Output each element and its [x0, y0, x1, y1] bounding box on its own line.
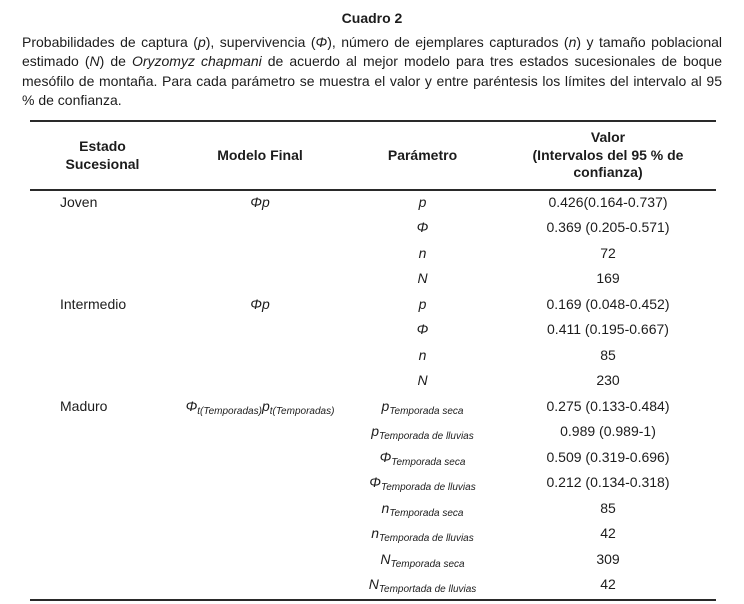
estado-cell: Intermedio [60, 295, 127, 312]
estado-cell [30, 318, 175, 344]
param-symbol: p [381, 397, 390, 414]
modelo-cell [175, 395, 345, 421]
estado-cell [30, 573, 175, 600]
caption-symbol-p: p [197, 34, 206, 50]
param-symbol: p [371, 423, 380, 440]
table-row [30, 471, 716, 497]
caption-segment: ) y tamaño poblacional estimado ( [22, 34, 723, 70]
param-symbol: Φ [379, 448, 392, 465]
modelo-cell [175, 471, 345, 497]
parametro-cell [345, 242, 500, 268]
parametro-cell [345, 548, 500, 574]
parametro-cell [345, 522, 500, 548]
param-symbol: Φ [416, 321, 429, 338]
caption-symbol-n: n [568, 34, 577, 50]
valor-cell: 169 [596, 270, 620, 287]
param-symbol: N [368, 576, 379, 593]
parametro-cell [345, 471, 500, 497]
estado-cell [30, 471, 175, 497]
estado-cell [30, 420, 175, 446]
modelo-symbol: p [261, 397, 270, 414]
parametro-cell [345, 369, 500, 395]
valor-cell: 0.169 (0.048-0.452) [546, 295, 670, 312]
modelo-cell [175, 216, 345, 242]
table-row [30, 446, 716, 472]
table-row [30, 395, 716, 421]
table-row [30, 497, 716, 523]
table-row [30, 573, 716, 600]
param-subscript: Temportada de lluvias [378, 584, 477, 596]
param-symbol: n [418, 346, 427, 363]
header-line: (Intervalos del 95 % de [532, 146, 684, 163]
estado-cell [30, 522, 175, 548]
modelo-symbol: Φ [185, 397, 198, 414]
estado-cell [30, 344, 175, 370]
parametro-cell [345, 420, 500, 446]
valor-cell: 230 [596, 372, 620, 389]
caption-segment: de acuerdo al mejor modelo para tres estados sucesionales de boque mesófilo de montaña. Para cada parámetro se muestra el valor y entre paréntesis los límites del intervalo al 95 % de confianza. [22, 53, 723, 108]
table-row [30, 242, 716, 268]
valor-cell: 0.411 (0.195-0.667) [547, 321, 669, 338]
modelo-cell [175, 522, 345, 548]
estado-cell [30, 216, 175, 242]
valor-cell: 0.369 (0.205-0.571) [546, 219, 670, 236]
modelo-cell [175, 573, 345, 600]
param-symbol: N [417, 270, 428, 287]
parametro-cell [345, 190, 500, 217]
header-line: confianza) [573, 164, 643, 181]
modelo-cell [175, 369, 345, 395]
parametro-cell [345, 293, 500, 319]
header-line: Estado [79, 138, 126, 154]
param-subscript: Temporada de lluvias [381, 482, 476, 494]
param-symbol: N [417, 372, 428, 389]
estado-cell: Joven [60, 193, 98, 210]
modelo-cell [175, 318, 345, 344]
caption-segment: ) de [99, 53, 132, 70]
param-symbol: Φ [416, 219, 429, 236]
table-row [30, 369, 716, 395]
valor-cell: 0.212 (0.134-0.318) [546, 474, 670, 491]
estado-cell [30, 446, 175, 472]
header-line: Sucesional [65, 155, 140, 172]
modelo-cell [175, 344, 345, 370]
table-header-row [30, 121, 716, 190]
table-title: Cuadro 2 [341, 10, 403, 26]
modelo-cell [175, 446, 345, 472]
parametro-cell [345, 216, 500, 242]
param-symbol: p [418, 295, 427, 312]
estado-cell [30, 267, 175, 293]
caption-species-name: Oryzomyz chapmani [131, 53, 262, 70]
valor-cell: 309 [596, 550, 620, 567]
modelo-cell [175, 548, 345, 574]
param-subscript: Temporada de lluvias [379, 431, 474, 443]
table-row [30, 344, 716, 370]
header-line: Valor [590, 129, 626, 146]
param-subscript: Temporada seca [389, 507, 464, 519]
valor-cell: 72 [600, 244, 616, 261]
param-symbol: n [418, 244, 427, 261]
table-row [30, 267, 716, 293]
param-symbol: Φ [369, 474, 382, 491]
param-symbol: p [418, 193, 427, 210]
caption-symbol-N: N [89, 53, 100, 70]
modelo-cell [175, 293, 345, 319]
modelo-cell [175, 190, 345, 217]
header-modelo-final: Modelo Final [217, 146, 303, 163]
table-row [30, 420, 716, 446]
valor-cell: 0.509 (0.319-0.696) [546, 448, 670, 465]
modelo-symbol: Φp [250, 295, 270, 312]
estado-cell [30, 497, 175, 523]
table-row [30, 293, 716, 319]
parametro-cell [345, 318, 500, 344]
caption-symbol-phi: Φ [315, 34, 328, 50]
valor-cell: 85 [600, 346, 616, 363]
table-row [30, 216, 716, 242]
parametro-cell [345, 344, 500, 370]
param-symbol: n [371, 525, 380, 542]
param-subscript: Temporada de lluvias [379, 533, 474, 545]
estado-cell [30, 369, 175, 395]
table-row [30, 522, 716, 548]
table-caption [22, 33, 722, 110]
param-subscript: Temporada seca [390, 558, 465, 570]
caption-segment: ), supervivencia ( [205, 34, 316, 50]
parametro-cell [345, 446, 500, 472]
estado-cell: Maduro [60, 397, 108, 414]
results-table [30, 120, 716, 601]
valor-cell: 0.426(0.164-0.737) [548, 193, 668, 210]
modelo-cell [175, 497, 345, 523]
header-estado-sucesional [30, 121, 175, 190]
param-symbol: N [380, 550, 391, 567]
valor-cell: 42 [600, 576, 616, 593]
table-row [30, 548, 716, 574]
valor-cell: 0.275 (0.133-0.484) [546, 397, 670, 414]
modelo-symbol: Φp [250, 193, 270, 210]
modelo-cell [175, 267, 345, 293]
table-row [30, 190, 716, 217]
table-row [30, 318, 716, 344]
header-parametro: Parámetro [387, 146, 458, 163]
parametro-cell [345, 573, 500, 600]
modelo-subscript: t(Temporadas) [269, 405, 335, 417]
param-symbol: n [381, 499, 390, 516]
valor-cell: 85 [600, 499, 616, 516]
modelo-cell [175, 420, 345, 446]
parametro-cell [345, 395, 500, 421]
valor-cell: 42 [600, 525, 616, 542]
modelo-cell [175, 242, 345, 268]
parametro-cell [345, 267, 500, 293]
modelo-subscript: t(Temporadas) [197, 405, 262, 417]
valor-cell: 0.989 (0.989-1) [560, 423, 656, 440]
estado-cell [30, 242, 175, 268]
estado-cell [30, 548, 175, 574]
param-subscript: Temporada seca [391, 456, 466, 468]
caption-segment: Probabilidades de captura ( [22, 34, 198, 50]
param-subscript: Temporada seca [389, 405, 464, 417]
parametro-cell [345, 497, 500, 523]
header-valor [500, 121, 716, 190]
caption-segment: ), número de ejemplares capturados ( [327, 34, 569, 50]
